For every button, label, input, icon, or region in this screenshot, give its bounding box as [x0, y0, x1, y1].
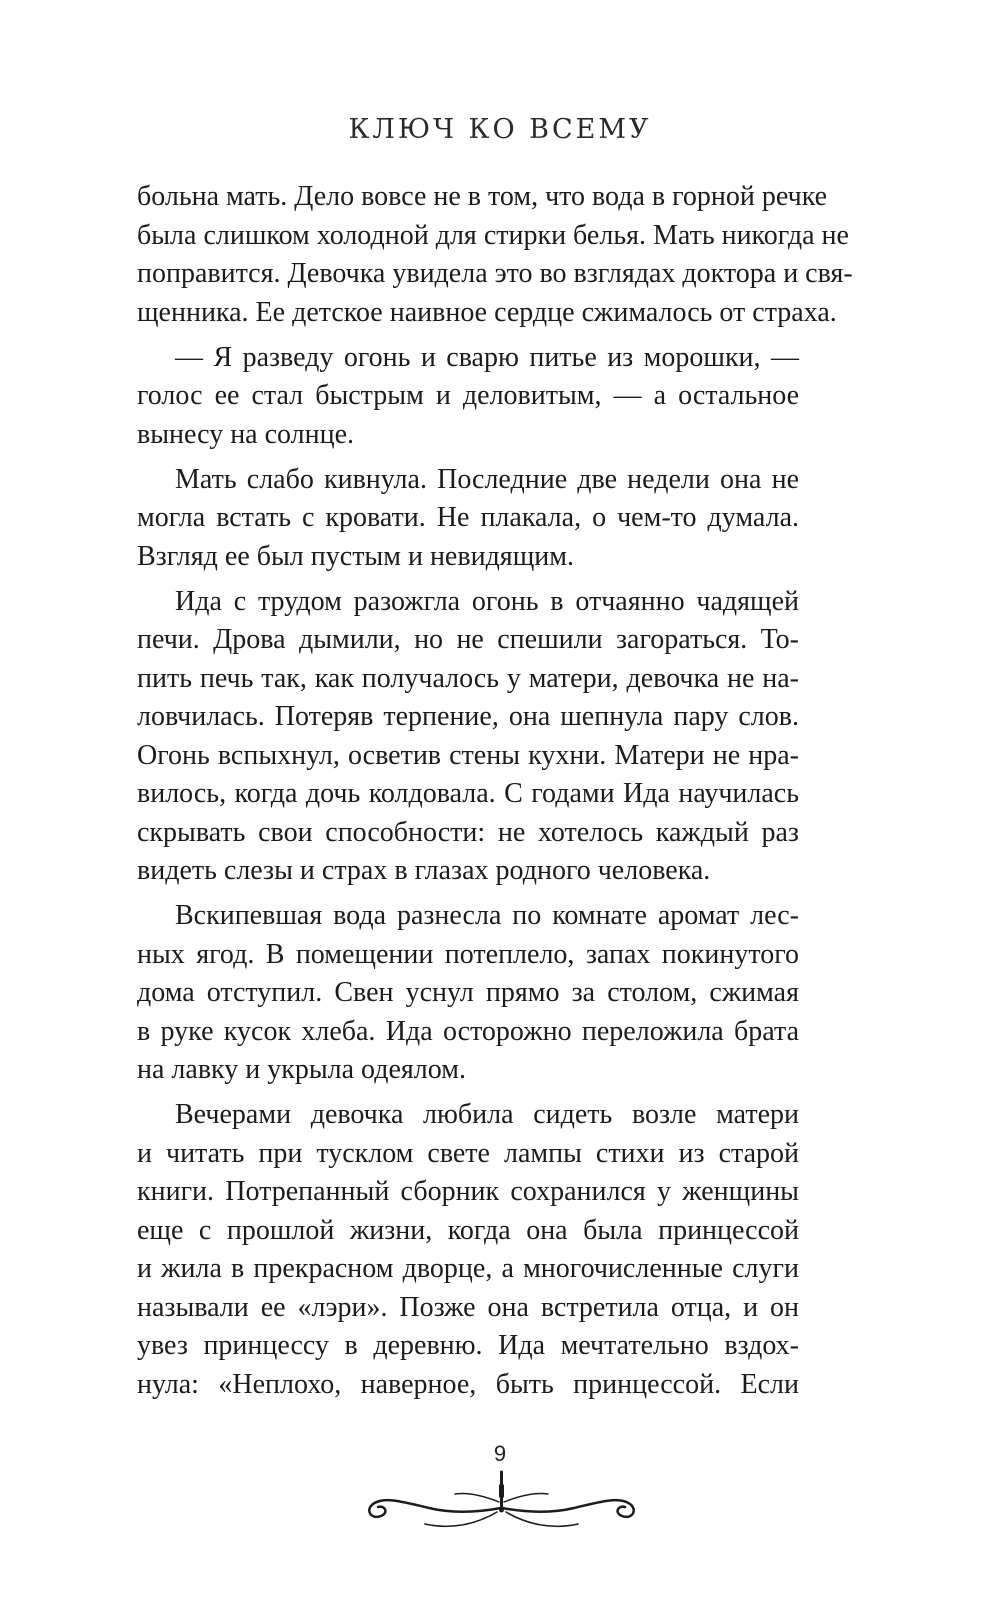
text-line: Огонь вспыхнул, осветив стены кухни. Матери не нра-	[137, 739, 799, 771]
text-line: в руке кусок хлеба. Ида осторожно переложила брата	[137, 1015, 799, 1047]
body-text	[137, 178, 853, 1404]
text-line: книги. Потрепанный сборник сохранился у женщины	[137, 1176, 799, 1207]
text-line: нула: «Неплохо, наверное, быть принцессой. Если	[137, 1368, 799, 1400]
text-line: дома отступил. Свен уснул прямо за столом, сжимая	[137, 977, 799, 1008]
text-line: Вечерами девочка любила сидеть возле матери	[175, 1099, 799, 1130]
text-line: скрывать свои способности: не хотелось каждый раз	[137, 816, 799, 848]
text-line: поправится. Девочка увидела это во взглядах доктора и свя-	[137, 258, 853, 289]
text-line: видеть слезы и страх в глазах родного человека.	[137, 855, 711, 886]
text-line: увез принцессу в деревню. Ида мечтательно вздох-	[137, 1330, 799, 1361]
text-line: ных ягод. В помещении потеплело, запах покинутого	[137, 938, 799, 970]
text-line: называли ее «лэри». Позже она встретила отца, и он	[137, 1291, 799, 1323]
text-line: — Я разведу огонь и сварю питье из морошки, —	[175, 341, 799, 373]
text-line: голос ее стал быстрым и деловитым, — а остальное	[137, 380, 799, 411]
paragraph	[137, 461, 799, 577]
text-line: печи. Дрова дымили, но не спешили загораться. То-	[137, 624, 799, 655]
text-line: Взгляд ее был пустым и невидящим.	[137, 540, 574, 572]
text-line: вилось, когда дочь колдовала. С годами Ида научилась	[137, 778, 799, 809]
text-line: и жила в прекрасном дворце, а многочисленные слуги	[137, 1253, 799, 1284]
text-line: больна мать. Дело вовсе не в том, что вода в горной речке	[137, 181, 828, 212]
paragraph	[137, 583, 799, 891]
flourish-ornament-icon	[359, 1466, 644, 1536]
text-line: ловчилась. Потеряв терпение, она шепнула пару слов.	[137, 701, 799, 732]
text-line: на лавку и укрыла одеялом.	[137, 1054, 466, 1085]
text-line: могла встать с кровати. Не плакала, о чем-то думала.	[137, 502, 799, 533]
paragraph	[137, 339, 799, 455]
text-line: щенника. Ее детское наивное сердце сжималось от страха.	[137, 296, 837, 328]
text-line: еще с прошлой жизни, когда она была принцессой	[137, 1214, 799, 1246]
page-number: 9	[493, 1441, 507, 1466]
text-line: Вскипевшая вода разнесла по комнате аромат лес-	[175, 900, 799, 931]
text-line: была слишком холодной для стирки белья. Мать никогда не	[137, 219, 849, 251]
text-line: и читать при тусклом свете лампы стихи из старой	[137, 1137, 799, 1169]
running-head-title: КЛЮЧ КО ВСЕМУ	[348, 114, 652, 145]
paragraph	[137, 897, 799, 1090]
paragraph	[137, 178, 853, 332]
text-line: пить печь так, как получалось у матери, девочка не на-	[137, 662, 799, 694]
paragraph	[137, 1096, 799, 1404]
text-line: Ида с трудом разожгла огонь в отчаянно чадящей	[175, 585, 799, 617]
text-line: Мать слабо кивнула. Последние две недели она не	[175, 463, 799, 495]
text-line: вынесу на солнце.	[137, 418, 355, 450]
